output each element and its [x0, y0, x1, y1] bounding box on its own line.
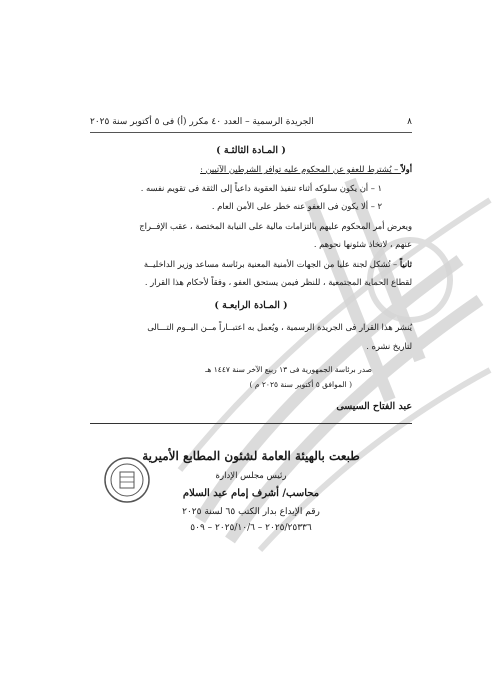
paragraph-2-line-1: ويعرض أمر المحكوم عليهم بالتزامات مالية على النيابة المختصة ، عقب الإفــراج: [139, 221, 412, 231]
issued-line-1: صدر برئاسة الجمهورية فى ١٣ ربيع الآخر سنة ١٤٤٧ هـ: [205, 365, 372, 374]
article3-heading: ( المـادة الثالثـة ): [216, 145, 286, 156]
second-clause-line-1: [90, 258, 412, 271]
article4-line-2: لتاريخ نشره .: [366, 341, 412, 351]
page-number: ٨: [407, 117, 412, 127]
footer-chairman-title: رئيس مجلس الإدارة: [215, 471, 287, 481]
intro-text: – يُشترط للعفو عن المحكوم عليه توافر الشرطين الآتيين :: [200, 164, 401, 174]
document-page: [90, 105, 412, 675]
footer-divider: [90, 423, 412, 424]
header-title: الجريدة الرسمية – العدد ٤٠ مكرر (أ) فى ٥ أكتوبر سنة ٢٠٢٥: [90, 117, 314, 127]
footer-chairman-name: محاسب/ أشرف إمام عبد السلام: [182, 488, 320, 499]
article4-line-1: يُنشر هذا القرار فى الجريدة الرسمية ، ويُعمل به اعتبــاراً مــن اليــوم التـــالى: [147, 322, 412, 332]
article4-heading: ( المـادة الرابعـة ): [214, 300, 288, 311]
condition-2: ٢ – ألا يكون فى العفو عنه خطر على الأمن العام .: [211, 201, 382, 211]
footer-isbn: ٢٠٢٥/٢٥٣٣٦ – ٢٠٢٥/١٠/٦ – ٥٠٩: [190, 523, 312, 533]
paragraph-2-line-2: عنهم ، لاتخاذ شئونها نحوهم .: [313, 239, 412, 249]
second-label: ثانياً: [399, 259, 412, 269]
header-divider: [90, 132, 412, 133]
footer-printed-by: طبعت بالهيئة العامة لشئون المطابع الأميرية: [142, 449, 360, 463]
signature: عبد الفتاح السيسى: [336, 401, 412, 412]
footer-deposit-number: رقم الإيداع بدار الكتب ٦٥ لسنة ٢٠٢٥: [182, 507, 320, 517]
page-header: [90, 117, 412, 127]
second-text: – تُشكل لجنة عليا من الجهات الأمنية المعنية برئاسة مساعد وزير الداخليــة: [143, 259, 400, 269]
issued-line-2: ( الموافق ٥ أكتوبر سنة ٢٠٢٥ م ): [249, 380, 352, 389]
intro-label: أولاً: [400, 164, 412, 174]
article3-intro: [90, 163, 412, 176]
condition-1: ١ – أن يكون سلوكه أثناء تنفيذ العقوبة داعياً إلى الثقة فى تقويم نفسه .: [140, 183, 382, 193]
printing-authority-logo-icon: [102, 455, 152, 505]
second-clause-line-2: لقطاع الحماية المجتمعية ، للنظر فيمن يستحق العفو ، وفقاً لأحكام هذا القرار .: [144, 277, 412, 287]
